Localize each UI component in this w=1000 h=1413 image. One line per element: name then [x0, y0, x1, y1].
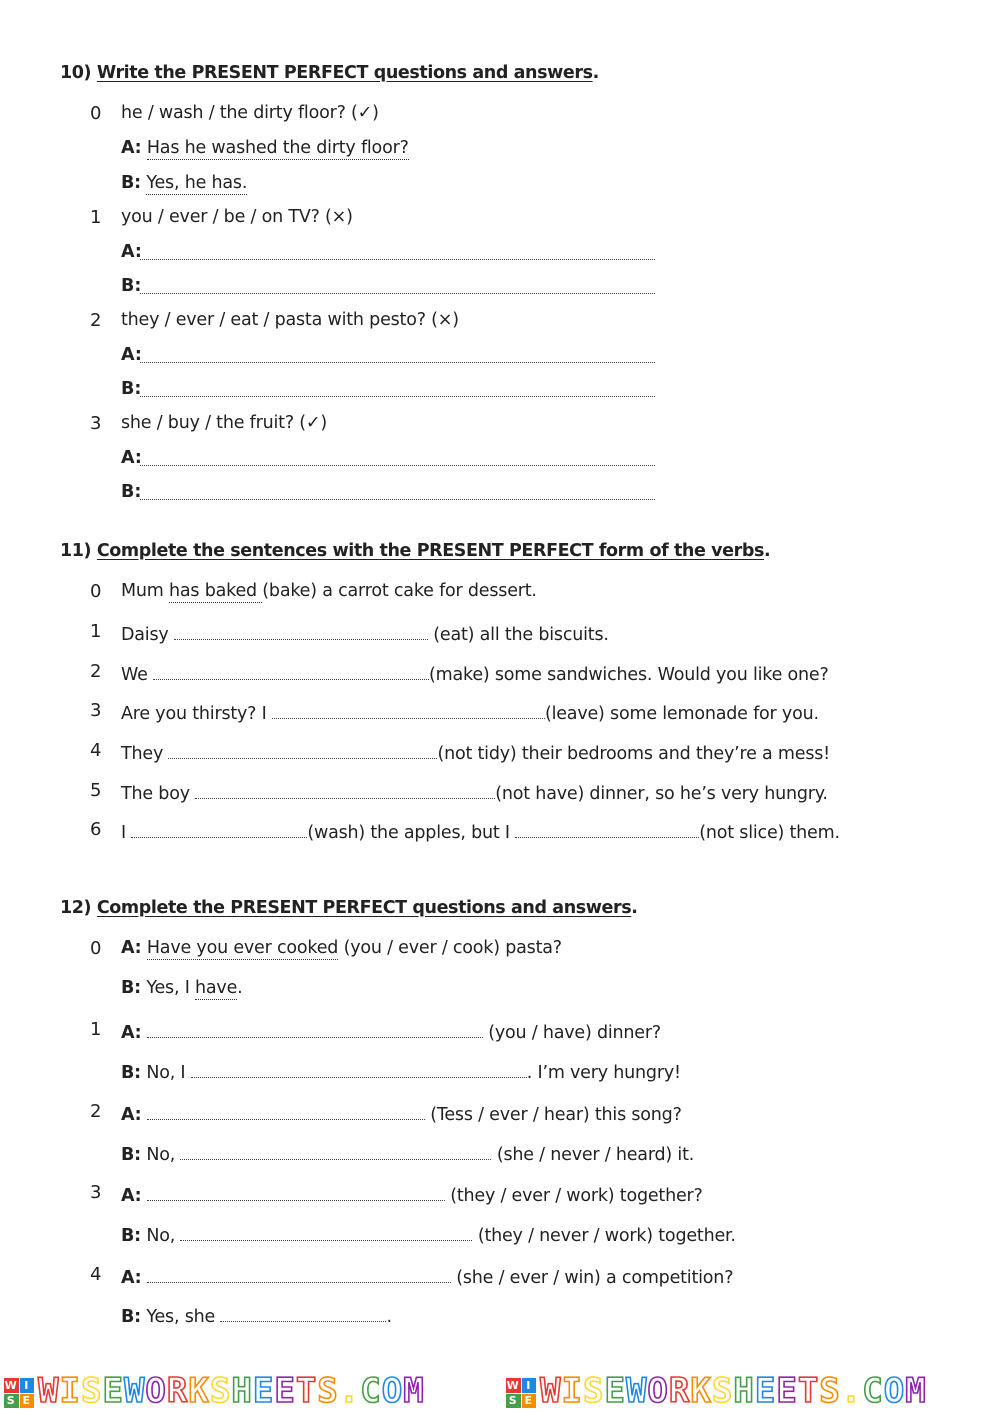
a-label: A:: [121, 138, 142, 158]
brand-letter: S: [80, 1374, 103, 1411]
answer-blank[interactable]: [180, 1222, 472, 1241]
answer-line-b[interactable]: [140, 293, 655, 294]
answer-line-b[interactable]: [140, 396, 655, 397]
answer-line-a[interactable]: [140, 362, 655, 363]
answer-blank[interactable]: [191, 1059, 527, 1078]
item-number: 2: [90, 310, 102, 331]
exercise-number: 11): [60, 541, 92, 561]
exercise-12-heading: 12) Complete the PRESENT PERFECT questions and answers.: [60, 898, 638, 918]
b-label: B:: [121, 1063, 141, 1083]
answer-line-a[interactable]: [140, 465, 655, 466]
brand-letter: K: [690, 1374, 712, 1411]
exercise-title: Write the PRESENT PERFECT questions and answers: [96, 63, 593, 83]
item-number: 6: [90, 819, 102, 840]
item-number: 4: [90, 1264, 102, 1285]
b-label: B:: [121, 173, 141, 193]
answer-blank[interactable]: [174, 621, 428, 640]
exercise-number: 10): [60, 63, 92, 83]
answer-line-a[interactable]: [140, 259, 655, 260]
answer-blank[interactable]: [195, 780, 495, 799]
brand-letter: H: [231, 1374, 253, 1411]
brand-letter: H: [733, 1374, 755, 1411]
answer-blank[interactable]: [147, 1264, 451, 1283]
question-row: A: Have you ever cooked (you / ever / cook) pasta?: [121, 938, 562, 958]
brand-letter: E: [274, 1374, 296, 1411]
brand-letter: M: [905, 1374, 927, 1411]
exercise-title: Complete the sentences with the PRESENT PERFECT form of the verbs: [96, 541, 765, 561]
answer-blank[interactable]: [515, 819, 699, 838]
brand-letter: .: [338, 1374, 361, 1411]
brand-letter: S: [711, 1374, 734, 1411]
brand-letter: O: [381, 1374, 404, 1411]
sentence: Mum has baked (bake) a carrot cake for dessert.: [121, 581, 537, 601]
b-label: B:: [121, 1226, 141, 1246]
brand-letter: O: [145, 1374, 167, 1411]
answer-row: B: Yes, she .: [121, 1303, 392, 1327]
brand-letter: T: [797, 1374, 820, 1411]
question-row: A: (they / ever / work) together?: [121, 1182, 703, 1206]
sentence: We (make) some sandwiches. Would you like one?: [121, 661, 829, 685]
item-prompt: he / wash / the dirty floor? (✓): [121, 103, 379, 123]
exercise-11-heading: 11) Complete the sentences with the PRESENT PERFECT form of the verbs.: [60, 541, 771, 561]
a-label: A:: [121, 1268, 142, 1288]
item-number: 3: [90, 1182, 102, 1203]
brand-letter: W: [38, 1374, 60, 1411]
a-label: A:: [121, 1186, 142, 1206]
item-prompt: they / ever / eat / pasta with pesto? (×): [121, 310, 459, 330]
b-label: B:: [121, 978, 141, 998]
answer-line-b[interactable]: [140, 499, 655, 500]
brand-logo-icon: W I S E: [4, 1378, 34, 1408]
sentence: Daisy (eat) all the biscuits.: [121, 621, 609, 645]
a-label: A:: [121, 242, 142, 262]
sentence: Are you thirsty? I (leave) some lemonade for you.: [121, 700, 819, 724]
b-label: B:: [121, 276, 142, 296]
b-label: B:: [121, 379, 142, 399]
brand-letter: M: [403, 1374, 425, 1411]
brand-letter: O: [647, 1374, 669, 1411]
answer-blank[interactable]: [272, 700, 545, 719]
b-label: B:: [121, 482, 142, 502]
answer-row: B: Yes, I have.: [121, 978, 243, 998]
footer-watermark: [0, 1374, 1000, 1413]
answer-row: B: No, I . I’m very hungry!: [121, 1059, 681, 1083]
answer-blank[interactable]: [153, 661, 429, 680]
brand-letter: S: [582, 1374, 605, 1411]
a-label: A:: [121, 345, 142, 365]
answer-blank[interactable]: [168, 740, 437, 759]
brand-letter: R: [668, 1374, 691, 1411]
question-row: A: (you / have) dinner?: [121, 1019, 661, 1043]
a-label: A:: [121, 1023, 142, 1043]
answer-blank[interactable]: [147, 1101, 425, 1120]
question-row: A: (Tess / ever / hear) this song?: [121, 1101, 682, 1125]
brand-letter: W: [540, 1374, 562, 1411]
brand-letter: C: [862, 1374, 884, 1411]
item-number: 3: [90, 413, 102, 434]
a-label: A:: [121, 938, 142, 958]
brand-letter: C: [360, 1374, 382, 1411]
item-prompt: she / buy / the fruit? (✓): [121, 413, 327, 433]
brand-letter: E: [776, 1374, 798, 1411]
answer-blank[interactable]: [147, 1182, 445, 1201]
sentence: The boy (not have) dinner, so he’s very hungry.: [121, 780, 828, 804]
item-number: 5: [90, 780, 102, 801]
item-number: 1: [90, 621, 102, 642]
brand-letter: R: [166, 1374, 189, 1411]
example-answer: has baked: [169, 581, 263, 601]
example-answer: Have you ever cooked: [146, 938, 339, 958]
b-label: B:: [121, 1145, 141, 1165]
answer-blank[interactable]: [131, 819, 307, 838]
answer-b-row: [121, 173, 247, 193]
brand-letter: I: [561, 1374, 583, 1411]
a-label: A:: [121, 448, 142, 468]
brand-letter: S: [819, 1374, 841, 1411]
item-number: 2: [90, 661, 102, 682]
brand-letter: W: [123, 1374, 146, 1411]
sentence: They (not tidy) their bedrooms and they’re a mess!: [121, 740, 830, 764]
item-number: 0: [90, 103, 102, 124]
brand-letter: I: [59, 1374, 81, 1411]
answer-row: B: No, (they / never / work) together.: [121, 1222, 736, 1246]
example-answer: have: [195, 978, 238, 998]
example-answer: Yes, he has.: [146, 173, 248, 193]
brand-letter: W: [625, 1374, 648, 1411]
answer-blank[interactable]: [180, 1141, 491, 1160]
item-number: 0: [90, 938, 102, 959]
brand-letter: T: [295, 1374, 318, 1411]
brand-letter: E: [754, 1374, 777, 1411]
brand-letter: S: [209, 1374, 232, 1411]
item-number: 0: [90, 581, 102, 602]
item-number: 4: [90, 740, 102, 761]
answer-row: B: No, (she / never / heard) it.: [121, 1141, 694, 1165]
item-prompt: you / ever / be / on TV? (×): [121, 207, 353, 227]
item-number: 2: [90, 1101, 102, 1122]
answer-blank[interactable]: [147, 1019, 483, 1038]
a-label: A:: [121, 1105, 142, 1125]
brand-logo-icon: W I S E: [506, 1378, 536, 1408]
brand-letter: O: [883, 1374, 906, 1411]
brand-letter: E: [102, 1374, 124, 1411]
brand-letter: .: [840, 1374, 863, 1411]
item-number: 3: [90, 700, 102, 721]
sentence: I (wash) the apples, but I (not slice) them.: [121, 819, 840, 843]
answer-blank[interactable]: [220, 1303, 386, 1322]
answer-a-row: [121, 138, 409, 158]
question-row: A: (she / ever / win) a competition?: [121, 1264, 733, 1288]
exercise-title: Complete the PRESENT PERFECT questions and answers: [96, 898, 632, 918]
exercise-10-heading: 10) Write the PRESENT PERFECT questions and answers.: [60, 63, 599, 83]
brand-letter: K: [188, 1374, 210, 1411]
item-number: 1: [90, 1019, 102, 1040]
item-number: 1: [90, 207, 102, 228]
brand-letter: E: [252, 1374, 275, 1411]
brand-text: [540, 1374, 927, 1411]
brand-letter: S: [317, 1374, 339, 1411]
exercise-number: 12): [60, 898, 92, 918]
brand-letter: E: [604, 1374, 626, 1411]
example-answer: Has he washed the dirty floor?: [146, 138, 409, 158]
b-label: B:: [121, 1307, 141, 1327]
brand-text: [38, 1374, 425, 1411]
